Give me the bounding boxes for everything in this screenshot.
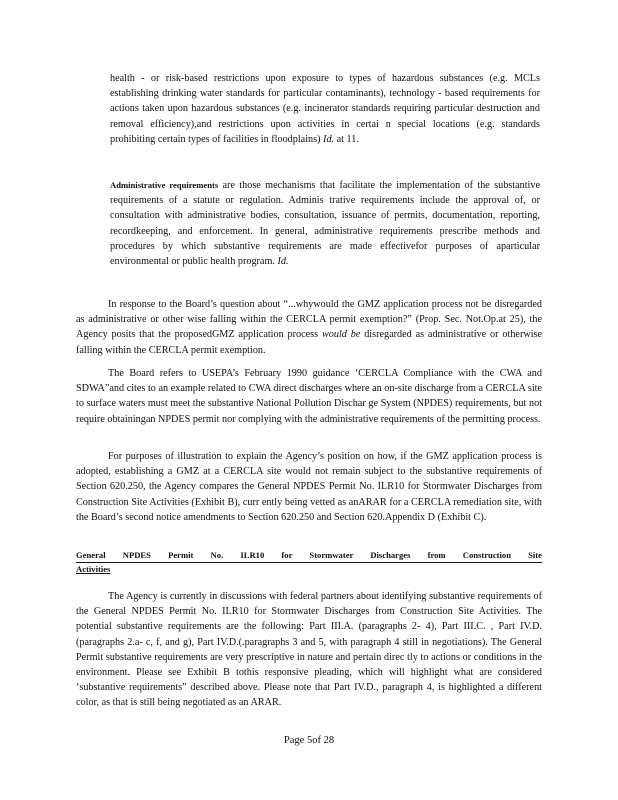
paragraph-usepa-guidance bbox=[76, 366, 542, 427]
citation: Id. bbox=[277, 256, 289, 268]
paragraph-illustration bbox=[76, 449, 542, 525]
defined-term: Administrative requirements bbox=[110, 180, 219, 190]
block-quote-substantive bbox=[110, 71, 540, 147]
quote-text: are those mechanisms that facilitate the implementation of the substantive requirements of a statute or regulation. Adminis trative requirements include the approval of, or consultation with administrative bodies, consultation, issuance of permits, documentation, reporting, recordkeeping, and enforcement. In general, administrative requirements prescribe methods and procedures by which substantive requirements are made effectivefor purposes of aparticular environmental or public health program. bbox=[110, 180, 540, 268]
emphasis-text: would be bbox=[321, 329, 361, 341]
heading-rule bbox=[76, 562, 542, 563]
heading-line-2: Activities bbox=[76, 564, 111, 574]
quote-text: health - or risk-based restrictions upon exposure to types of hazardous substances (e.g. MCLs establishing drinking water standards for particular contaminants), technology - based requirements for actions taken upon hazardous substances (e.g. incinerator standards requiring particular destruction and removal efficiency),and restrictions upon activities in certai n special locations (e.g. standards prohibiting certain types of facilities in floodplains) bbox=[110, 73, 540, 145]
block-quote-administrative bbox=[110, 178, 540, 269]
paragraph-text: In response to the Board’s question about “...whywould the GMZ application process not be disregarded as administrative or other wise falling within the CERCLA permit exemption?” (Prop. Sec. Not.Op.at 25), the Agency posits that the proposedGMZ application process bbox=[76, 299, 542, 341]
section-heading bbox=[76, 549, 542, 576]
citation-tail: at 11. bbox=[334, 133, 359, 145]
paragraph-text: The Agency is currently in discussions with federal partners about identifying substantive requirements of the General NPDES Permit No. ILR10 for Stormwater Discharges from Construction Site Activities. The potential substantive requirements are the following: Part III.A. (paragraphs 2- 4), Part III.C. , Part IV.D. (paragraphs 2.a- c, f, and g), Part IV.D.(.paragraphs 3 and 5, with paragraph 4 still in negotiations). The General Permit substantive requirements are very prescriptive in nature and pertain direc tly to actions or conditions in the environment. Please see Exhibit B tothis responsive pleading, which will highlight what are considered ‘substantive requirements” described above. Please note that Part IV.D., paragraph 4, is highlighted a different color, as that is still being negotiated as an ARAR. bbox=[76, 591, 542, 709]
paragraph-text: The Board refers to USEPA’s February 1990 guidance ‘CERCLA Compliance with the CWA and SDWA”and cites to an example related to CWA direct discharges where an on-site discharge from a CERCLA site to surface waters must meet the substantive National Pollution Dischar ge System (NPDES) requirements, but not require obtainingan NPDES permit nor complying with the administrative requirements of the permitting process. bbox=[76, 368, 542, 425]
paragraph-text: For purposes of illustration to explain the Agency’s position on how, if the GMZ application process is adopted, establishing a GMZ at a CERCLA site would not remain subject to the substantive requirements of Section 620.250, the Agency compares the General NPDES Permit No. ILR10 for Stormwater Discharges from Construction Site Activities (Exhibit B), curr ently being vetted as anARAR for a CERCLA remediation site, with the Board’s second notice amendments to Section 620.250 and Section 620.Appendix D (Exhibit C). bbox=[76, 451, 542, 523]
page-number: Page 5of 28 bbox=[283, 735, 335, 746]
paragraph-board-question bbox=[76, 297, 542, 358]
heading-line-1: General NPDES Permit No. ILR10 for Stormwater Discharges from Construction Site bbox=[76, 550, 542, 560]
citation: Id. bbox=[323, 133, 335, 145]
paragraph-federal-discussions bbox=[76, 589, 542, 711]
paragraph-tail: disregarded as administrative or otherwise falling within the CERCLA permit exemption. bbox=[76, 329, 543, 356]
